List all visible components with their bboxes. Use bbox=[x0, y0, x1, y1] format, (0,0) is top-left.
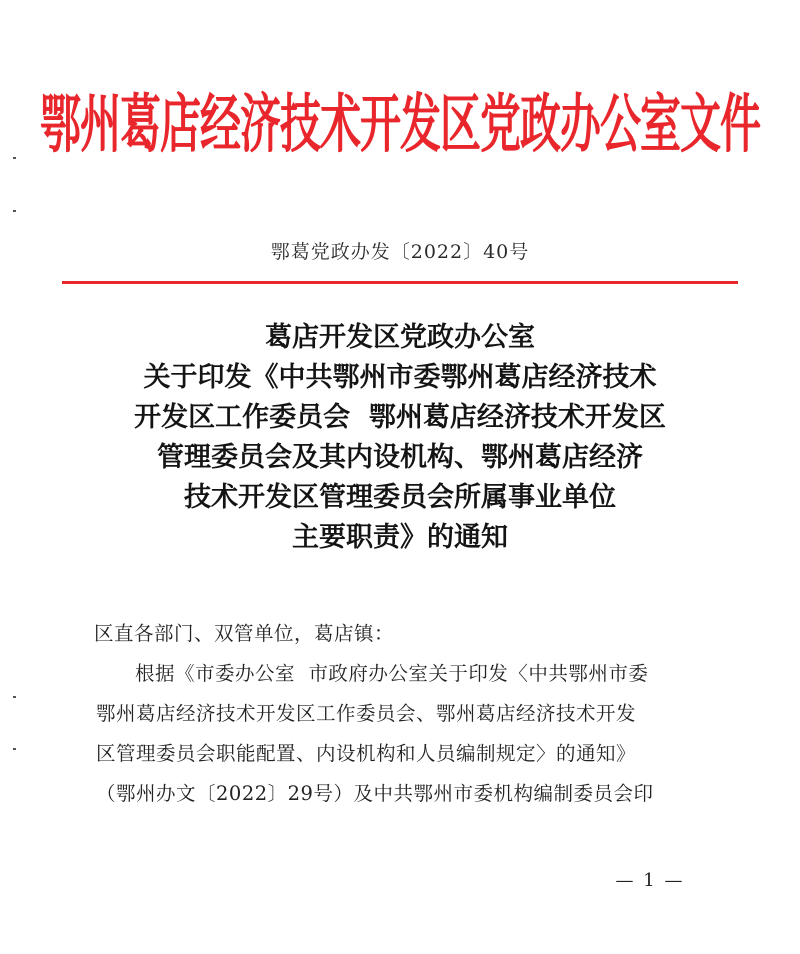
title-line: 管理委员会及其内设机构、鄂州葛店经济 bbox=[157, 442, 643, 473]
body-text bbox=[96, 614, 716, 814]
title-line: 葛店开发区党政办公室 bbox=[265, 322, 535, 353]
paragraph-line: 鄂州葛店经济技术开发区工作委员会、鄂州葛店经济技术开发 bbox=[96, 702, 637, 725]
red-separator-line bbox=[62, 281, 738, 284]
title-line: 技术开发区管理委员会所属事业单位 bbox=[184, 482, 616, 513]
binding-mark bbox=[13, 696, 16, 698]
page-number: — 1 — bbox=[615, 870, 685, 891]
title-line: 主要职责》的通知 bbox=[292, 522, 508, 553]
title-line: 关于印发《中共鄂州市委鄂州葛店经济技术 bbox=[143, 362, 657, 393]
paragraph-line: （鄂州办文〔2022〕29号）及中共鄂州市委机构编制委员会印 bbox=[96, 782, 654, 805]
paragraph-line: 区管理委员会职能配置、内设机构和人员编制规定〉的通知》 bbox=[96, 742, 637, 765]
recipients-line: 区直各部门、双管单位，葛店镇： bbox=[94, 622, 395, 645]
binding-mark bbox=[13, 210, 16, 212]
notice-title bbox=[60, 318, 740, 558]
binding-mark bbox=[13, 748, 16, 750]
red-header-title: 鄂州葛店经济技术开发区党政办公室文件 bbox=[40, 87, 760, 162]
title-line: 开发区工作委员会 鄂州葛店经济技术开发区 bbox=[134, 402, 666, 433]
document-number: 鄂葛党政办发〔2022〕40号 bbox=[270, 241, 530, 263]
paragraph-line: 根据《市委办公室 市政府办公室关于印发〈中共鄂州市委 bbox=[135, 662, 649, 685]
